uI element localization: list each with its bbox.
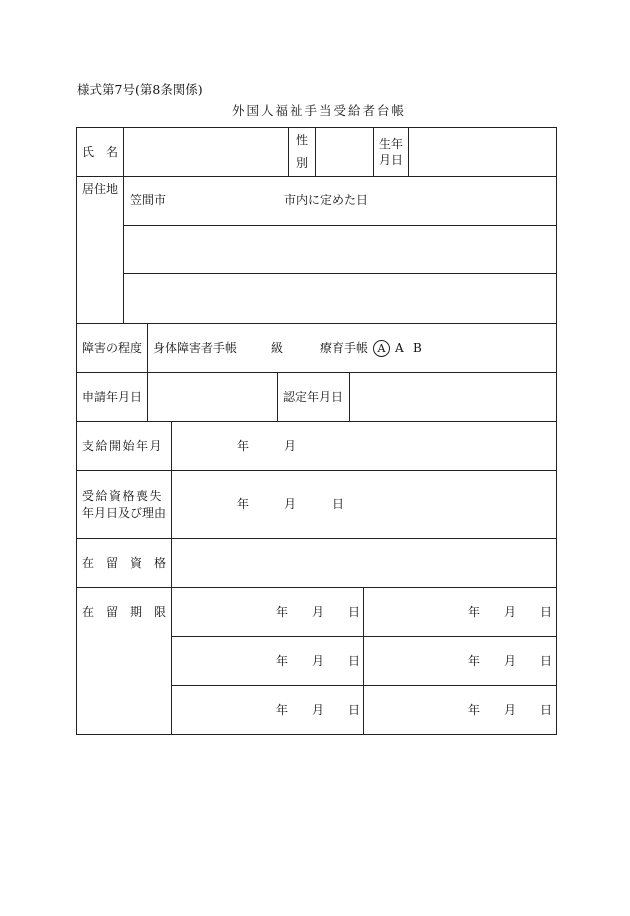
grade-label: 級 bbox=[271, 341, 284, 355]
row-sep-address bbox=[76, 323, 557, 324]
row-sep-address-2 bbox=[123, 273, 557, 274]
period1-left-day: 日 bbox=[348, 605, 361, 619]
name-label: 氏 名 bbox=[82, 145, 119, 159]
form-title: 外国人福祉手当受給者台帳 bbox=[232, 103, 407, 118]
loss-year-unit: 年 bbox=[237, 497, 250, 511]
period1-right-day: 日 bbox=[540, 605, 553, 619]
rehab-grade-b: B bbox=[413, 341, 422, 355]
col-sep-sex-left bbox=[288, 127, 289, 176]
address-label: 居住地 bbox=[82, 182, 119, 196]
period3-right-year: 年 bbox=[468, 703, 481, 717]
sex-label-bottom: 別 bbox=[296, 156, 309, 170]
row-sep-loss bbox=[76, 538, 557, 539]
residence-period-label: 在 留 期 限 bbox=[82, 605, 167, 619]
period2-left-day: 日 bbox=[348, 654, 361, 668]
period1-right-month: 月 bbox=[504, 605, 517, 619]
row-sep-disability bbox=[76, 372, 557, 373]
sex-label-top: 性 bbox=[296, 133, 309, 147]
col-sep-approval-left bbox=[277, 372, 278, 421]
period2-left-year: 年 bbox=[276, 654, 289, 668]
city-name: 笠間市 bbox=[130, 193, 167, 207]
table-border-top bbox=[76, 127, 557, 128]
payment-start-month-unit: 月 bbox=[284, 439, 297, 453]
residence-status-label: 在 留 資 格 bbox=[82, 556, 167, 570]
period2-right-year: 年 bbox=[468, 654, 481, 668]
col-sep-birth-right bbox=[408, 127, 409, 176]
period3-left-year: 年 bbox=[276, 703, 289, 717]
row-sep-period-2 bbox=[171, 685, 557, 686]
row-sep-payment bbox=[76, 470, 557, 471]
rehab-grade-a-circled bbox=[373, 340, 390, 357]
period1-left-month: 月 bbox=[312, 605, 325, 619]
rehab-certificate-label: 療育手帳 bbox=[320, 341, 369, 355]
loss-day-unit: 日 bbox=[332, 497, 345, 511]
rehab-grade-a: A bbox=[395, 341, 404, 355]
col-sep-app-date bbox=[147, 372, 148, 421]
period2-right-day: 日 bbox=[540, 654, 553, 668]
disability-degree-label: 障害の程度 bbox=[82, 341, 143, 355]
circled-a-mark: A bbox=[373, 340, 390, 357]
col-sep-disability bbox=[147, 323, 148, 372]
loss-label-line1: 受給資格喪失 bbox=[82, 489, 164, 503]
period3-right-day: 日 bbox=[540, 703, 553, 717]
table-border-left bbox=[76, 127, 77, 735]
physical-certificate-label: 身体障害者手帳 bbox=[153, 341, 238, 355]
period2-right-month: 月 bbox=[504, 654, 517, 668]
row-sep-name bbox=[76, 176, 557, 177]
payment-start-year-unit: 年 bbox=[237, 439, 250, 453]
period1-right-year: 年 bbox=[468, 605, 481, 619]
row-sep-dates bbox=[76, 421, 557, 422]
approval-date-label: 認定年月日 bbox=[283, 390, 344, 404]
col-sep-period-mid bbox=[363, 587, 364, 735]
loss-month-unit: 月 bbox=[284, 497, 297, 511]
row-sep-address-1 bbox=[123, 225, 557, 226]
period2-left-month: 月 bbox=[312, 654, 325, 668]
col-sep-lower-labels bbox=[171, 421, 172, 735]
period1-left-year: 年 bbox=[276, 605, 289, 619]
period3-right-month: 月 bbox=[504, 703, 517, 717]
col-sep-sex-right bbox=[315, 127, 316, 176]
application-date-label: 申請年月日 bbox=[82, 390, 143, 404]
table-border-bottom bbox=[76, 734, 557, 735]
period3-left-month: 月 bbox=[312, 703, 325, 717]
form-number: 様式第7号(第8条関係) bbox=[77, 82, 203, 97]
col-sep-name-label bbox=[123, 127, 124, 323]
payment-start-label: 支給開始年月 bbox=[82, 439, 164, 453]
col-sep-approval-right bbox=[349, 372, 350, 421]
loss-label-line2: 年月日及び理由 bbox=[82, 506, 167, 520]
table-border-right bbox=[556, 127, 557, 735]
row-sep-period-1 bbox=[171, 636, 557, 637]
row-sep-status bbox=[76, 587, 557, 588]
birth-label-bottom: 月日 bbox=[379, 153, 404, 167]
city-set-date-label: 市内に定めた日 bbox=[284, 193, 369, 207]
col-sep-birth-left bbox=[373, 127, 374, 176]
birth-label-top: 生年 bbox=[379, 137, 404, 151]
period3-left-day: 日 bbox=[348, 703, 361, 717]
